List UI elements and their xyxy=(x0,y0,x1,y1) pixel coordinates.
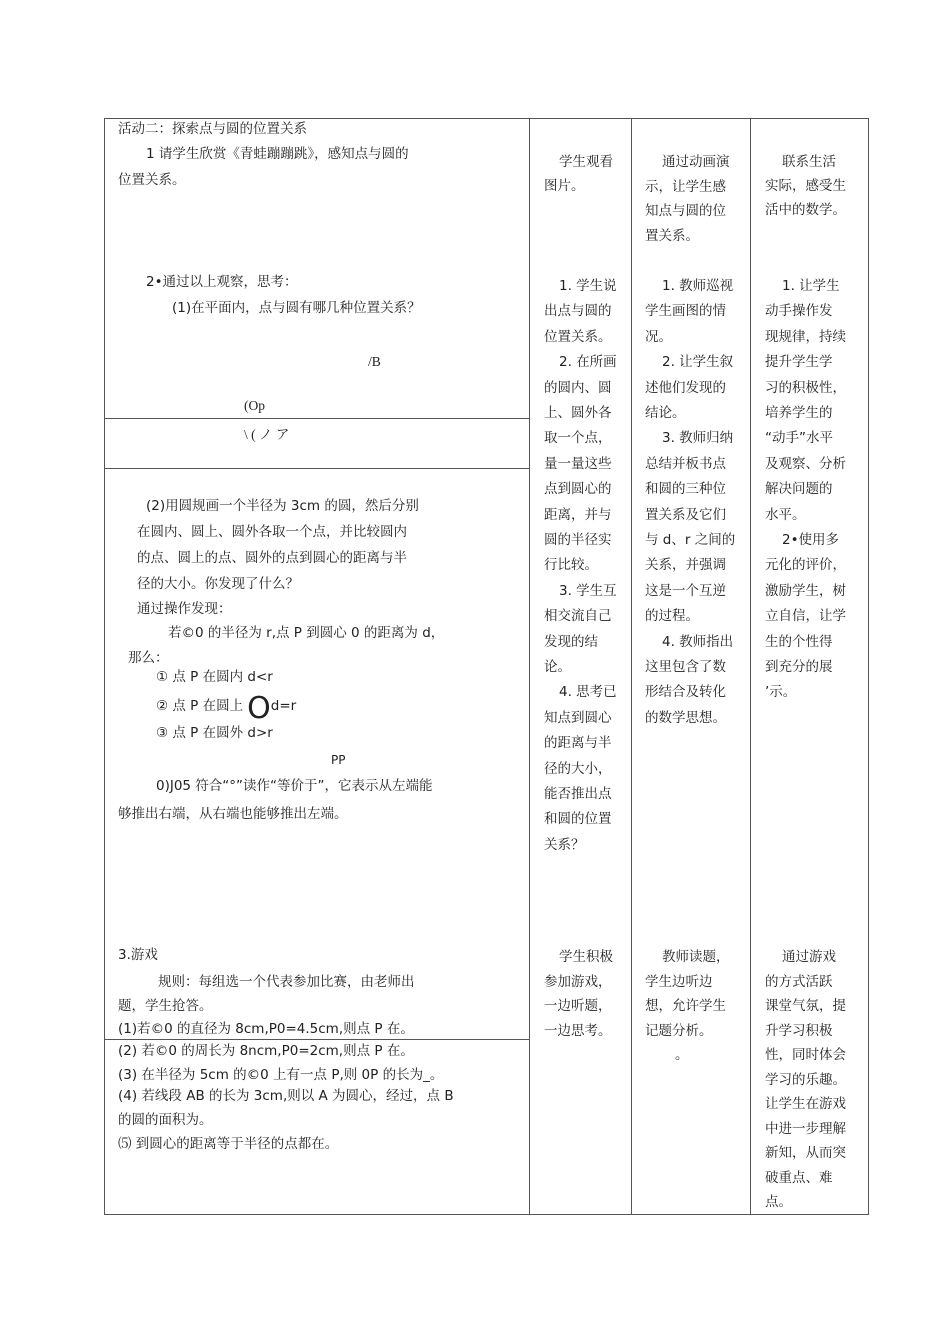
text-line: 4. 教师指出 xyxy=(662,633,734,650)
row-divider-2 xyxy=(104,468,530,469)
text-line: 的圆内、圆 xyxy=(544,379,612,396)
result-outside: ③ 点 P 在圆外 d>r xyxy=(156,725,273,741)
text-line: 置关系及它们 xyxy=(645,506,726,523)
row-divider-1 xyxy=(104,418,530,419)
text-line: 学生观看 xyxy=(559,154,613,170)
text-line: 1. 让学生 xyxy=(782,278,840,294)
equivalence-note-line1: 0)J05 符合“°”读作“等价于”，它表示从左端能 xyxy=(156,778,433,794)
discovery-label: 通过操作发现： xyxy=(137,601,232,617)
text-line: 的过程。 xyxy=(645,608,699,625)
text-line: 的方式活跃 xyxy=(765,973,833,990)
game-question-5: ⑸ 到圆心的距离等于半径的点都在。 xyxy=(118,1136,339,1152)
text-line: 联系生活 xyxy=(782,154,836,170)
text-line: 图片。 xyxy=(544,178,585,194)
text-line: 培养学生的 xyxy=(765,405,833,421)
text-line: 记题分析。 xyxy=(645,1022,713,1039)
text-line: 这里包含了数 xyxy=(645,659,726,675)
text-line: 学生积极 xyxy=(559,949,613,965)
text-line: 2. 让学生叙 xyxy=(662,354,734,371)
text-line: 发现的结 xyxy=(544,633,598,650)
text-line: 提升学生学 xyxy=(765,354,833,371)
text-line: 活中的数学。 xyxy=(765,202,846,218)
text-line: 到充分的展 xyxy=(765,659,833,675)
text-line: 参加游戏， xyxy=(544,973,612,990)
text-line: 上、圆外各 xyxy=(544,405,612,421)
text-line: 结论。 xyxy=(645,405,686,421)
text-line: 教师读题， xyxy=(662,949,730,965)
text-line: 和圆的位置 xyxy=(544,811,612,828)
text-line: 能否推出点 xyxy=(544,786,612,802)
equivalence-note-line2: 够推出右端，从右端也能够推出左端。 xyxy=(118,806,348,822)
text-line: 取一个点， xyxy=(544,430,612,447)
text-line: 学生边听边 xyxy=(645,973,713,990)
table-border-top xyxy=(104,118,869,119)
text-line: 一边思考。 xyxy=(544,1022,612,1039)
table-border-right xyxy=(868,118,869,1215)
pp-label: PP xyxy=(331,753,346,767)
text-line: 学生画图的情 xyxy=(645,303,726,320)
text-line: 通过游戏 xyxy=(782,949,836,965)
text-line: 出点与圆的 xyxy=(544,303,612,320)
text-line: 与 d、r 之间的 xyxy=(645,532,736,548)
question-2-line3: 的点、圆上的点、圆外的点到圆心的距离与半 xyxy=(137,550,407,566)
text-line: 通过动画演 xyxy=(662,154,730,170)
text-line: 习的积极性， xyxy=(765,379,846,396)
column-divider-1 xyxy=(529,118,530,1215)
text-line: 径的大小， xyxy=(544,760,612,777)
text-line: 相交流自己 xyxy=(544,608,612,625)
figure-label-b: /B xyxy=(368,354,381,369)
game-title: 3.游戏 xyxy=(118,947,158,963)
text-line: 元化的评价， xyxy=(765,557,846,574)
text-line: 激励学生，树 xyxy=(765,582,846,599)
row-divider-3 xyxy=(104,1039,530,1040)
result-inside: ① 点 P 在圆内 d<r xyxy=(156,669,273,685)
text-line: 点到圆心的 xyxy=(544,481,612,498)
text-line: 距离，并与 xyxy=(544,506,612,523)
text-line: 4. 思考已 xyxy=(559,684,617,701)
question-2-line1: (2)用圆规画一个半径为 3cm 的圆，然后分别 xyxy=(146,498,419,514)
text-line: 和圆的三种位 xyxy=(645,481,726,498)
game-question-4-line2: 的圆的面积为。 xyxy=(118,1112,213,1128)
text-line: 点。 xyxy=(765,1194,792,1210)
text-line: 新知，从而突 xyxy=(765,1145,846,1161)
text-line: 关系？ xyxy=(544,836,585,853)
result-on-circle-label: ② 点 P 在圆上 xyxy=(156,698,244,714)
table-border-bottom xyxy=(104,1214,869,1215)
question-2-line4: 径的大小。你发现了什么？ xyxy=(137,576,299,592)
game-question-3: (3) 在半径为 5cm 的©0 上有一点 P,则 0P 的长为_。 xyxy=(118,1067,444,1083)
text-line: 知点到圆心 xyxy=(544,709,612,726)
text-line: 关系，并强调 xyxy=(645,557,726,574)
activity-title: 活动二：探索点与圆的位置关系 xyxy=(118,121,307,137)
text-line: 生的个性得 xyxy=(765,633,833,650)
text-line: 述他们发现的 xyxy=(645,379,726,396)
text-line: 量一量这些 xyxy=(544,455,612,472)
result-on-circle xyxy=(156,691,297,726)
text-line: ’示。 xyxy=(765,684,797,701)
game-question-1: (1)若©0 的直径为 8cm,P0=4.5cm,则点 P 在。 xyxy=(118,1021,414,1037)
column-divider-2 xyxy=(631,118,632,1215)
section1-line2: 位置关系。 xyxy=(118,172,186,188)
text-line: 置关系。 xyxy=(645,227,699,244)
section1-line1: 1 请学生欣赏《青蛙蹦蹦跳》，感知点与圆的 xyxy=(146,146,409,162)
section2-title: 2•通过以上观察，思考： xyxy=(146,274,298,290)
text-line: 2. 在所画 xyxy=(559,354,617,371)
result-on-circle-relation: d=r xyxy=(270,698,297,714)
text-line: 知点与圆的位 xyxy=(645,203,726,219)
table-border-left xyxy=(104,118,105,1215)
text-line: 的距离与半 xyxy=(544,735,612,752)
text-line: 总结并板书点 xyxy=(645,455,726,472)
text-line: 的数学思想。 xyxy=(645,709,726,726)
text-line: 解决问题的 xyxy=(765,481,833,498)
question-2-line2: 在圆内、圆上、圆外各取一个点，并比较圆内 xyxy=(137,524,407,540)
question-1: (1)在平面内，点与圆有哪几种位置关系？ xyxy=(172,300,421,316)
game-rule-line2: 题，学生抢答。 xyxy=(118,998,213,1014)
text-line: 2•使用多 xyxy=(782,532,840,548)
text-line: 示，让学生感 xyxy=(645,178,726,195)
text-line: 论。 xyxy=(544,659,571,675)
text-line: “动手”水平 xyxy=(765,430,833,447)
game-question-2: (2) 若©0 的周长为 8ncm,P0=2cm,则点 P 在。 xyxy=(118,1043,414,1059)
text-line: 。 xyxy=(675,1047,689,1063)
text-line: 一边听题， xyxy=(544,998,612,1014)
text-line: 破重点、难 xyxy=(765,1169,833,1186)
game-rule-line1: 规则：每组选一个代表参加比赛，由老师出 xyxy=(158,974,415,990)
text-line: 况。 xyxy=(645,328,672,345)
condition-line1: 若©0 的半径为 r,点 P 到圆心 0 的距离为 d， xyxy=(168,625,445,641)
condition-line2: 那么： xyxy=(128,650,169,666)
text-line: 课堂气氛，提 xyxy=(765,998,846,1014)
game-question-4-line1: (4) 若线段 AB 的长为 3cm,则以 A 为圆心，经过，点 B xyxy=(118,1088,454,1104)
circle-symbol: O xyxy=(247,691,271,726)
text-line: 及观察、分析 xyxy=(765,455,846,472)
text-line: 行比较。 xyxy=(544,557,598,574)
text-line: 圆的半径实 xyxy=(544,532,612,548)
text-line: 动手操作发 xyxy=(765,303,833,320)
text-line: 水平。 xyxy=(765,506,806,523)
text-line: 这是一个互逆 xyxy=(645,582,726,599)
text-line: 3. 教师归纳 xyxy=(662,430,734,447)
text-line: 位置关系。 xyxy=(544,328,612,345)
text-line: 立自信，让学 xyxy=(765,608,846,625)
text-line: 性，同时体会 xyxy=(765,1047,846,1063)
text-line: 形结合及转化 xyxy=(645,684,726,701)
text-line: 现规律，持续 xyxy=(765,328,846,345)
text-line: 中进一步理解 xyxy=(765,1120,846,1137)
text-line: 实际，感受生 xyxy=(765,178,846,194)
text-line: 1. 学生说 xyxy=(559,278,617,294)
text-line: 学习的乐趣。 xyxy=(765,1071,846,1088)
text-line: 1. 教师巡视 xyxy=(662,278,734,294)
figure-label-op: (Op xyxy=(244,398,265,413)
text-line: 想，允许学生 xyxy=(645,998,726,1014)
text-line: 让学生在游戏 xyxy=(765,1096,846,1112)
figure-bottom-marks: \ ( ノ ア xyxy=(244,427,290,442)
column-divider-3 xyxy=(750,118,751,1215)
text-line: 升学习积极 xyxy=(765,1022,833,1039)
text-line: 3. 学生互 xyxy=(559,582,617,599)
